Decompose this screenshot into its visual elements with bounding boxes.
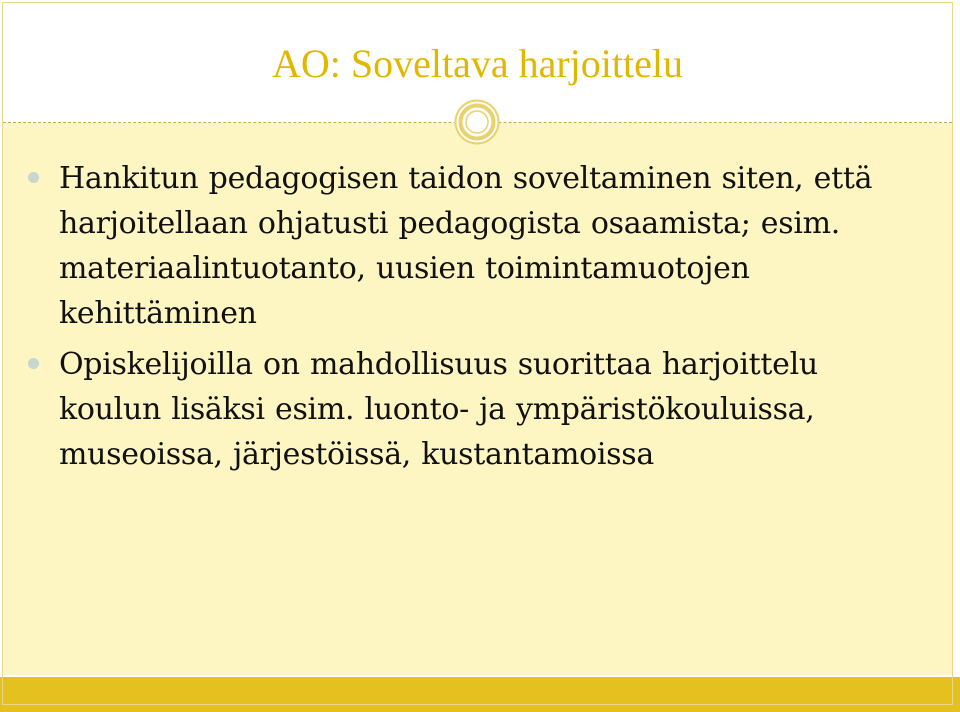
- bullet-text: Hankitun pedagogisen taidon soveltaminen siten, että harjoitellaan ohjatusti pedagogista osaamista; esim. materiaalintuotanto, uusien toimintamuotojen kehittäminen: [59, 161, 873, 331]
- bullet-text: Opiskelijoilla on mahdollisuus suorittaa harjoittelu koulun lisäksi esim. luonto- ja ympäristökouluissa, museoissa, järjestöissä, kustantamoissa: [59, 347, 818, 472]
- slide-frame: [2, 2, 953, 705]
- slide-title: AO: Soveltava harjoittelu: [271, 41, 683, 86]
